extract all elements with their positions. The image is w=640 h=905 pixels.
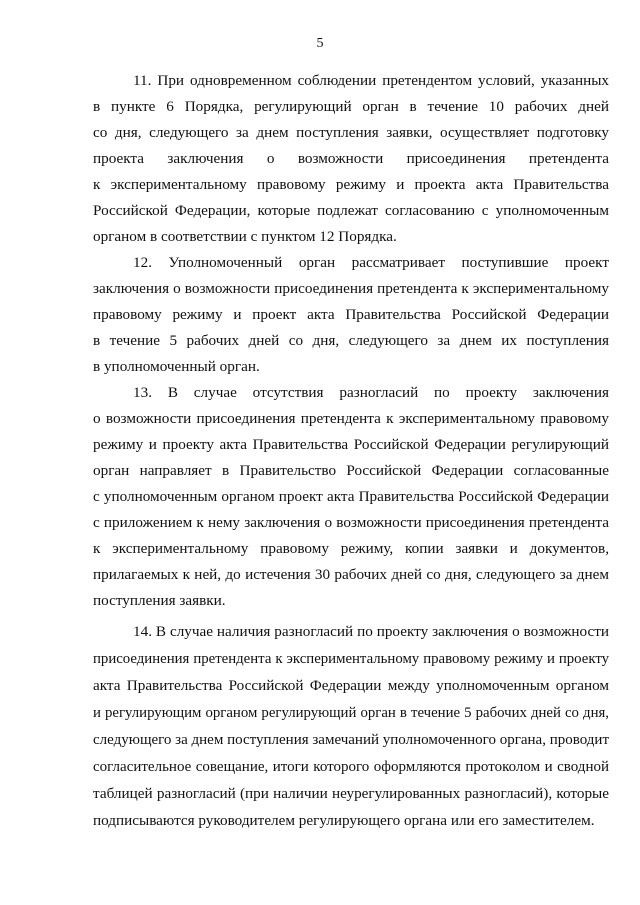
paragraph-13-line: 13. В случае отсутствия разногласий по проекту заключения xyxy=(133,384,609,401)
paragraph-12-line: в течение 5 рабочих дней со дня, следующего за днем их поступления xyxy=(93,332,609,349)
paragraph-11-line: к экспериментальному правовому режиму и проекта акта Правительства xyxy=(93,176,609,193)
paragraph-12-line: правовому режиму и проект акта Правительства Российской Федерации xyxy=(93,306,609,323)
paragraph-13-line: прилагаемых к ней, до истечения 30 рабочих дней со дня, следующего за днем xyxy=(93,566,609,583)
paragraph-11-line: проекта заключения о возможности присоединения претендента xyxy=(93,150,609,167)
paragraph-13-line: о возможности присоединения претендента к экспериментальному правовому xyxy=(93,410,609,427)
paragraph-14-line: следующего за днем поступления замечаний уполномоченного органа, проводит xyxy=(93,732,609,748)
paragraph-11-line: 11. При одновременном соблюдении претендентом условий, указанных xyxy=(133,72,609,89)
page-number: 5 xyxy=(316,36,324,51)
paragraph-13-line: орган направляет в Правительство Российской Федерации согласованные xyxy=(93,462,609,479)
paragraph-14-line: акта Правительства Российской Федерации между уполномоченным органом xyxy=(93,677,609,694)
paragraph-13-line: с приложением к нему заключения о возможности присоединения претендента xyxy=(93,514,609,531)
paragraph-12-line: 12. Уполномоченный орган рассматривает поступившие проект xyxy=(133,254,609,271)
paragraph-12-line: заключения о возможности присоединения претендента к экспериментальному xyxy=(93,280,609,297)
paragraph-14-line: и регулирующим органом регулирующий орган в течение 5 рабочих дней со дня, xyxy=(93,705,609,721)
paragraph-12-line: в уполномоченный орган. xyxy=(93,358,260,375)
paragraph-13-line: с уполномоченным органом проект акта Правительства Российской Федерации xyxy=(93,488,609,505)
paragraph-14-line: таблицей разногласий (при наличии неурегулированных разногласий), которые xyxy=(93,785,609,802)
paragraph-14-line: подписываются руководителем регулирующего органа или его заместителем. xyxy=(93,812,595,829)
paragraph-14-line: присоединения претендента к экспериментальному правовому режиму и проекту xyxy=(93,651,609,667)
paragraph-11-line: со дня, следующего за днем поступления заявки, осуществляет подготовку xyxy=(93,124,609,141)
paragraph-14-line: 14. В случае наличия разногласий по проекту заключения о возможности xyxy=(133,623,609,640)
paragraph-13-line: к экспериментальному правовому режиму, копии заявки и документов, xyxy=(93,540,609,557)
paragraph-13-line: поступления заявки. xyxy=(93,592,226,609)
paragraph-11-line: в пункте 6 Порядка, регулирующий орган в течение 10 рабочих дней xyxy=(93,98,609,115)
paragraph-14-line: согласительное совещание, итоги которого оформляются протоколом и сводной xyxy=(93,759,609,775)
paragraph-11-line: органом в соответствии с пунктом 12 Порядка. xyxy=(93,228,397,245)
paragraph-13-line: режиму и проекту акта Правительства Российской Федерации регулирующий xyxy=(93,436,609,453)
paragraph-11-line: Российской Федерации, которые подлежат согласованию с уполномоченным xyxy=(93,202,609,219)
